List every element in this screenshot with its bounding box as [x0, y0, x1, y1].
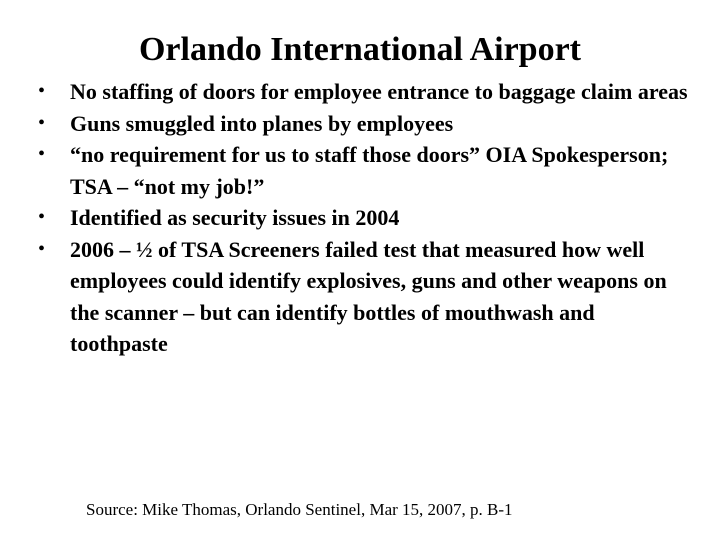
bullet-dot-icon: •: [38, 143, 46, 165]
bullet-text: No staffing of doors for employee entrance to baggage claim areas: [70, 79, 688, 104]
bullet-item: [36, 139, 696, 202]
bullet-list: [36, 76, 696, 360]
source-citation: Source: Mike Thomas, Orlando Sentinel, Mar 15, 2007, p. B-1: [86, 500, 513, 519]
bullet-text: Identified as security issues in 2004: [70, 205, 400, 230]
bullet-text: 2006 – ½ of TSA Screeners failed test that measured how well employees could identify explosives, guns and other weapons on the scanner – but can identify bottles of mouthwash and toothpaste: [70, 236, 667, 356]
bullet-dot-icon: •: [38, 111, 46, 134]
bullet-dot-icon: •: [38, 237, 46, 260]
bullet-item: [36, 108, 696, 140]
bullet-dot-icon: •: [38, 206, 46, 228]
bullet-dot-icon: •: [38, 80, 46, 102]
bullet-text: Guns smuggled into planes by employees: [70, 110, 454, 136]
bullet-item: [36, 76, 696, 108]
slide-title: Orlando International Airport: [138, 31, 582, 68]
bullet-item: [36, 202, 696, 234]
bullet-item: [36, 234, 696, 360]
bullet-text: “no requirement for us to staff those doors” OIA Spokesperson; TSA – “not my job!”: [70, 142, 669, 199]
